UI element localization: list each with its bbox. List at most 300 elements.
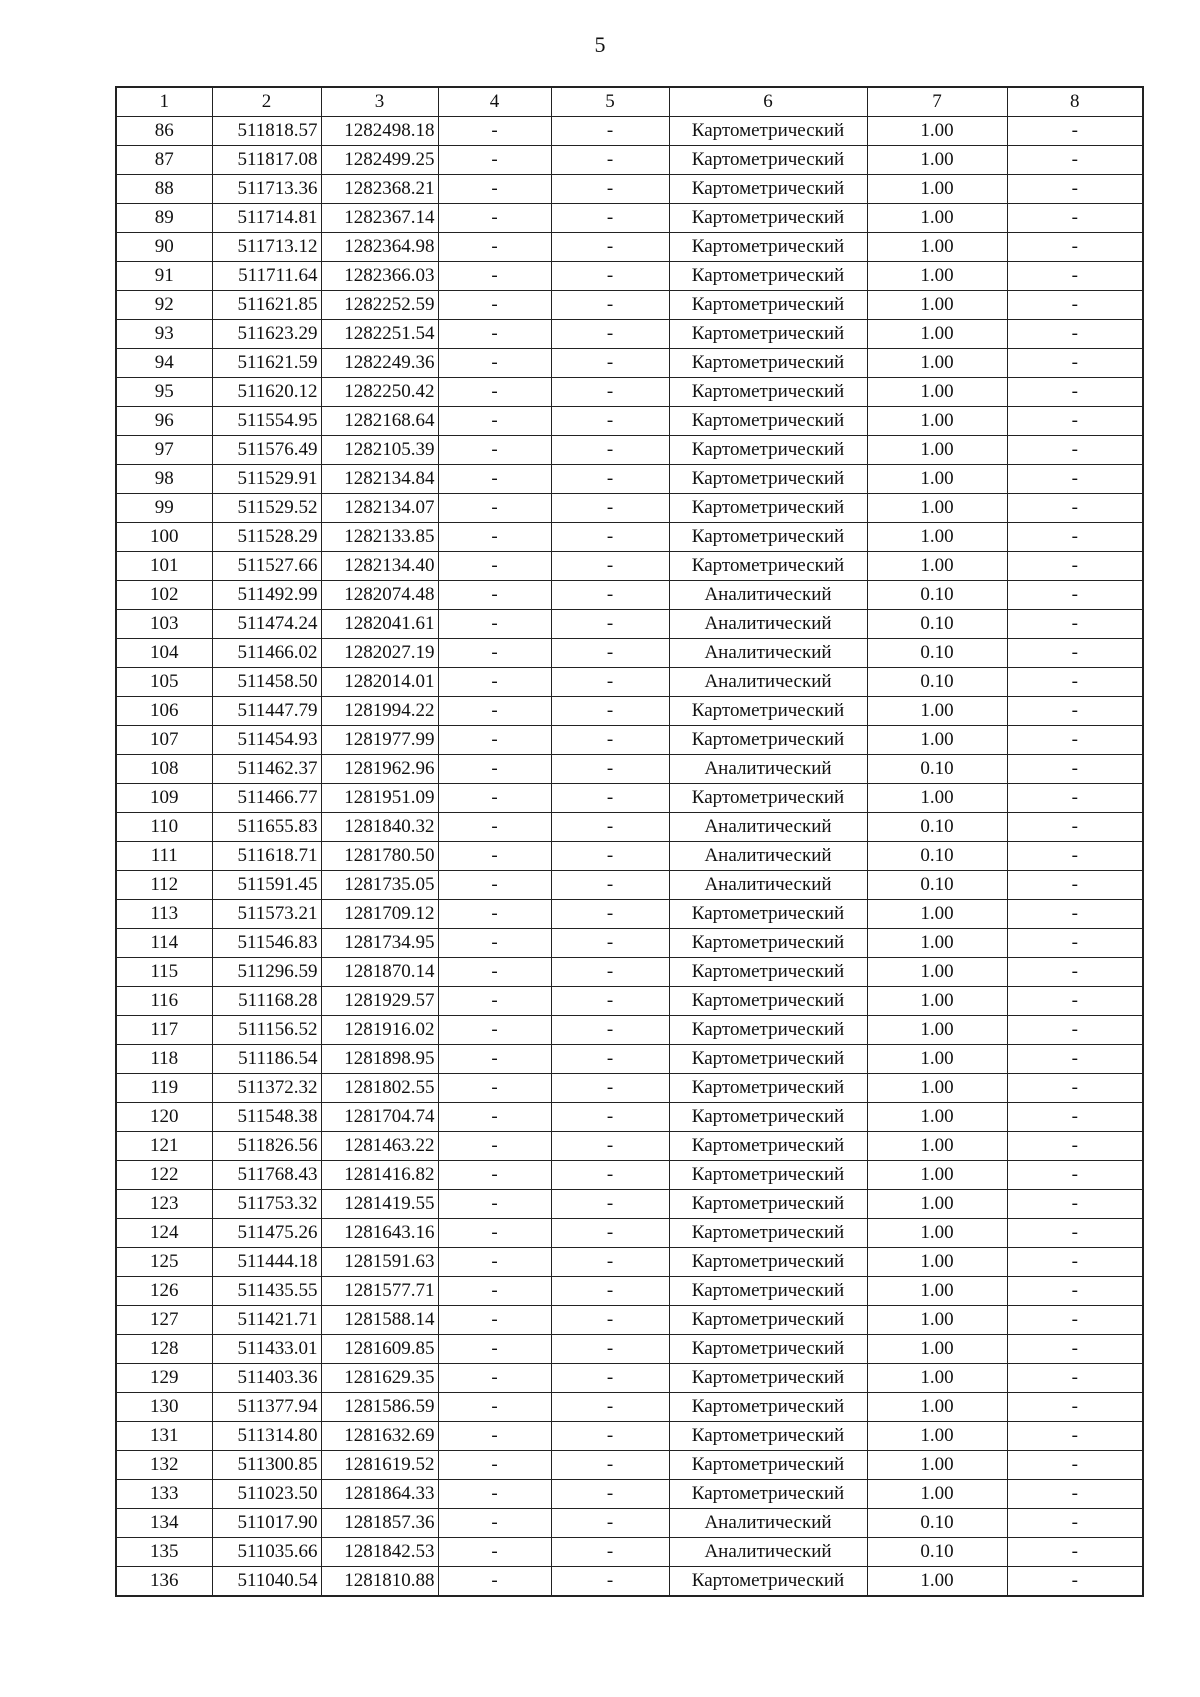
column-header-1: 1 [116,87,212,117]
column-8-cell: - [1007,1538,1143,1567]
column-5-cell: - [551,262,669,291]
column-4-cell: - [438,610,551,639]
table-row [116,1567,1143,1597]
column-8-cell: - [1007,842,1143,871]
method-cell: Картометрический [669,117,867,146]
column-4-cell: - [438,1335,551,1364]
y-coordinate-cell: 1282498.18 [321,117,438,146]
y-coordinate-cell: 1281419.55 [321,1190,438,1219]
point-number-cell: 132 [116,1451,212,1480]
table-header-row [116,87,1143,117]
table-row [116,1451,1143,1480]
method-cell: Картометрический [669,1422,867,1451]
column-5-cell: - [551,639,669,668]
column-4-cell: - [438,262,551,291]
point-number-cell: 110 [116,813,212,842]
y-coordinate-cell: 1282041.61 [321,610,438,639]
x-coordinate-cell: 511475.26 [212,1219,321,1248]
method-cell: Картометрический [669,465,867,494]
column-5-cell: - [551,929,669,958]
column-5-cell: - [551,610,669,639]
column-header-4: 4 [438,87,551,117]
y-coordinate-cell: 1282027.19 [321,639,438,668]
x-coordinate-cell: 511403.36 [212,1364,321,1393]
accuracy-cell: 0.10 [867,871,1007,900]
column-8-cell: - [1007,1364,1143,1393]
column-5-cell: - [551,697,669,726]
column-4-cell: - [438,349,551,378]
point-number-cell: 111 [116,842,212,871]
y-coordinate-cell: 1281632.69 [321,1422,438,1451]
y-coordinate-cell: 1282134.07 [321,494,438,523]
column-4-cell: - [438,581,551,610]
accuracy-cell: 0.10 [867,610,1007,639]
column-5-cell: - [551,320,669,349]
x-coordinate-cell: 511576.49 [212,436,321,465]
column-8-cell: - [1007,146,1143,175]
table-row [116,349,1143,378]
table-row [116,842,1143,871]
point-number-cell: 119 [116,1074,212,1103]
column-8-cell: - [1007,1219,1143,1248]
x-coordinate-cell: 511818.57 [212,117,321,146]
table-row [116,639,1143,668]
table-row [116,871,1143,900]
x-coordinate-cell: 511554.95 [212,407,321,436]
x-coordinate-cell: 511817.08 [212,146,321,175]
column-5-cell: - [551,378,669,407]
method-cell: Картометрический [669,233,867,262]
table-row [116,1277,1143,1306]
table-body [116,117,1143,1597]
x-coordinate-cell: 511591.45 [212,871,321,900]
column-4-cell: - [438,726,551,755]
accuracy-cell: 1.00 [867,1161,1007,1190]
table-row [116,581,1143,610]
point-number-cell: 117 [116,1016,212,1045]
x-coordinate-cell: 511444.18 [212,1248,321,1277]
point-number-cell: 91 [116,262,212,291]
column-8-cell: - [1007,755,1143,784]
point-number-cell: 128 [116,1335,212,1364]
point-number-cell: 129 [116,1364,212,1393]
y-coordinate-cell: 1281629.35 [321,1364,438,1393]
column-8-cell: - [1007,523,1143,552]
column-5-cell: - [551,117,669,146]
column-5-cell: - [551,1451,669,1480]
column-4-cell: - [438,871,551,900]
column-4-cell: - [438,958,551,987]
column-8-cell: - [1007,1045,1143,1074]
column-8-cell: - [1007,407,1143,436]
point-number-cell: 123 [116,1190,212,1219]
table-row [116,291,1143,320]
y-coordinate-cell: 1281870.14 [321,958,438,987]
y-coordinate-cell: 1281586.59 [321,1393,438,1422]
column-4-cell: - [438,494,551,523]
y-coordinate-cell: 1281709.12 [321,900,438,929]
method-cell: Картометрический [669,349,867,378]
accuracy-cell: 0.10 [867,1538,1007,1567]
column-4-cell: - [438,465,551,494]
column-4-cell: - [438,813,551,842]
column-8-cell: - [1007,1306,1143,1335]
table-row [116,1306,1143,1335]
column-8-cell: - [1007,871,1143,900]
column-8-cell: - [1007,1190,1143,1219]
y-coordinate-cell: 1282105.39 [321,436,438,465]
y-coordinate-cell: 1282368.21 [321,175,438,204]
x-coordinate-cell: 511474.24 [212,610,321,639]
method-cell: Картометрический [669,552,867,581]
column-8-cell: - [1007,784,1143,813]
table-row [116,465,1143,494]
column-4-cell: - [438,668,551,697]
table-row [116,1422,1143,1451]
method-cell: Картометрический [669,1335,867,1364]
point-number-cell: 109 [116,784,212,813]
column-5-cell: - [551,842,669,871]
accuracy-cell: 1.00 [867,1422,1007,1451]
y-coordinate-cell: 1282366.03 [321,262,438,291]
accuracy-cell: 1.00 [867,1190,1007,1219]
method-cell: Картометрический [669,1248,867,1277]
method-cell: Картометрический [669,1277,867,1306]
table-row [116,726,1143,755]
x-coordinate-cell: 511826.56 [212,1132,321,1161]
column-8-cell: - [1007,1480,1143,1509]
column-8-cell: - [1007,697,1143,726]
column-8-cell: - [1007,1422,1143,1451]
column-5-cell: - [551,668,669,697]
point-number-cell: 88 [116,175,212,204]
column-5-cell: - [551,233,669,262]
column-5-cell: - [551,1509,669,1538]
column-4-cell: - [438,175,551,204]
accuracy-cell: 1.00 [867,146,1007,175]
table-row [116,378,1143,407]
point-number-cell: 133 [116,1480,212,1509]
column-4-cell: - [438,1480,551,1509]
column-5-cell: - [551,726,669,755]
y-coordinate-cell: 1281577.71 [321,1277,438,1306]
accuracy-cell: 0.10 [867,581,1007,610]
point-number-cell: 107 [116,726,212,755]
column-5-cell: - [551,1335,669,1364]
table-row [116,610,1143,639]
column-5-cell: - [551,291,669,320]
method-cell: Картометрический [669,320,867,349]
table-row [116,146,1143,175]
table-row [116,407,1143,436]
column-8-cell: - [1007,958,1143,987]
table-row [116,320,1143,349]
point-number-cell: 131 [116,1422,212,1451]
column-4-cell: - [438,436,551,465]
column-5-cell: - [551,1103,669,1132]
x-coordinate-cell: 511621.85 [212,291,321,320]
point-number-cell: 94 [116,349,212,378]
y-coordinate-cell: 1281842.53 [321,1538,438,1567]
point-number-cell: 99 [116,494,212,523]
table-row [116,1364,1143,1393]
method-cell: Картометрический [669,1190,867,1219]
table-row [116,1248,1143,1277]
table-row [116,1219,1143,1248]
accuracy-cell: 1.00 [867,291,1007,320]
y-coordinate-cell: 1281780.50 [321,842,438,871]
method-cell: Картометрический [669,1364,867,1393]
column-5-cell: - [551,204,669,233]
y-coordinate-cell: 1282250.42 [321,378,438,407]
x-coordinate-cell: 511713.12 [212,233,321,262]
x-coordinate-cell: 511017.90 [212,1509,321,1538]
column-8-cell: - [1007,291,1143,320]
x-coordinate-cell: 511492.99 [212,581,321,610]
y-coordinate-cell: 1281704.74 [321,1103,438,1132]
accuracy-cell: 0.10 [867,668,1007,697]
column-8-cell: - [1007,900,1143,929]
method-cell: Картометрический [669,929,867,958]
point-number-cell: 97 [116,436,212,465]
column-8-cell: - [1007,1567,1143,1597]
table-row [116,929,1143,958]
y-coordinate-cell: 1282134.40 [321,552,438,581]
method-cell: Картометрический [669,1132,867,1161]
column-5-cell: - [551,1538,669,1567]
x-coordinate-cell: 511546.83 [212,929,321,958]
column-4-cell: - [438,1248,551,1277]
column-4-cell: - [438,1016,551,1045]
x-coordinate-cell: 511527.66 [212,552,321,581]
column-5-cell: - [551,1219,669,1248]
accuracy-cell: 0.10 [867,813,1007,842]
x-coordinate-cell: 511655.83 [212,813,321,842]
column-8-cell: - [1007,320,1143,349]
point-number-cell: 115 [116,958,212,987]
accuracy-cell: 1.00 [867,1364,1007,1393]
point-number-cell: 116 [116,987,212,1016]
point-number-cell: 95 [116,378,212,407]
column-4-cell: - [438,1393,551,1422]
column-4-cell: - [438,697,551,726]
table-row [116,1045,1143,1074]
accuracy-cell: 1.00 [867,175,1007,204]
column-5-cell: - [551,1161,669,1190]
accuracy-cell: 1.00 [867,1277,1007,1306]
column-8-cell: - [1007,639,1143,668]
y-coordinate-cell: 1281994.22 [321,697,438,726]
table-row [116,523,1143,552]
accuracy-cell: 1.00 [867,1103,1007,1132]
accuracy-cell: 1.00 [867,320,1007,349]
table-row [116,813,1143,842]
x-coordinate-cell: 511620.12 [212,378,321,407]
accuracy-cell: 0.10 [867,842,1007,871]
x-coordinate-cell: 511529.91 [212,465,321,494]
point-number-cell: 104 [116,639,212,668]
column-5-cell: - [551,987,669,1016]
method-cell: Картометрический [669,146,867,175]
column-header-8: 8 [1007,87,1143,117]
accuracy-cell: 1.00 [867,523,1007,552]
y-coordinate-cell: 1282133.85 [321,523,438,552]
column-header-7: 7 [867,87,1007,117]
accuracy-cell: 1.00 [867,494,1007,523]
column-8-cell: - [1007,581,1143,610]
x-coordinate-cell: 511618.71 [212,842,321,871]
x-coordinate-cell: 511040.54 [212,1567,321,1597]
method-cell: Картометрический [669,1393,867,1422]
column-8-cell: - [1007,929,1143,958]
x-coordinate-cell: 511300.85 [212,1451,321,1480]
column-5-cell: - [551,1364,669,1393]
column-5-cell: - [551,1567,669,1597]
x-coordinate-cell: 511447.79 [212,697,321,726]
accuracy-cell: 1.00 [867,378,1007,407]
table-row [116,668,1143,697]
method-cell: Картометрический [669,1306,867,1335]
column-5-cell: - [551,407,669,436]
x-coordinate-cell: 511377.94 [212,1393,321,1422]
point-number-cell: 89 [116,204,212,233]
column-4-cell: - [438,1103,551,1132]
point-number-cell: 112 [116,871,212,900]
column-8-cell: - [1007,436,1143,465]
column-5-cell: - [551,1045,669,1074]
point-number-cell: 122 [116,1161,212,1190]
column-8-cell: - [1007,233,1143,262]
method-cell: Картометрический [669,523,867,552]
point-number-cell: 87 [116,146,212,175]
method-cell: Картометрический [669,378,867,407]
column-5-cell: - [551,1480,669,1509]
y-coordinate-cell: 1282168.64 [321,407,438,436]
column-8-cell: - [1007,726,1143,755]
x-coordinate-cell: 511714.81 [212,204,321,233]
table-row [116,900,1143,929]
y-coordinate-cell: 1282499.25 [321,146,438,175]
column-8-cell: - [1007,552,1143,581]
x-coordinate-cell: 511466.77 [212,784,321,813]
column-header-5: 5 [551,87,669,117]
column-8-cell: - [1007,987,1143,1016]
method-cell: Картометрический [669,291,867,320]
column-4-cell: - [438,1277,551,1306]
column-8-cell: - [1007,1103,1143,1132]
accuracy-cell: 1.00 [867,929,1007,958]
method-cell: Картометрический [669,1161,867,1190]
method-cell: Картометрический [669,1103,867,1132]
x-coordinate-cell: 511466.02 [212,639,321,668]
point-number-cell: 135 [116,1538,212,1567]
accuracy-cell: 1.00 [867,262,1007,291]
column-5-cell: - [551,1422,669,1451]
method-cell: Аналитический [669,1538,867,1567]
accuracy-cell: 0.10 [867,755,1007,784]
column-5-cell: - [551,900,669,929]
accuracy-cell: 1.00 [867,1074,1007,1103]
method-cell: Картометрический [669,436,867,465]
column-5-cell: - [551,755,669,784]
column-4-cell: - [438,552,551,581]
column-8-cell: - [1007,1074,1143,1103]
column-4-cell: - [438,1364,551,1393]
x-coordinate-cell: 511156.52 [212,1016,321,1045]
y-coordinate-cell: 1281802.55 [321,1074,438,1103]
y-coordinate-cell: 1281929.57 [321,987,438,1016]
x-coordinate-cell: 511023.50 [212,1480,321,1509]
accuracy-cell: 1.00 [867,407,1007,436]
method-cell: Картометрический [669,204,867,233]
column-5-cell: - [551,494,669,523]
table-row [116,987,1143,1016]
x-coordinate-cell: 511711.64 [212,262,321,291]
accuracy-cell: 0.10 [867,1509,1007,1538]
accuracy-cell: 1.00 [867,1451,1007,1480]
column-4-cell: - [438,987,551,1016]
column-4-cell: - [438,1219,551,1248]
x-coordinate-cell: 511314.80 [212,1422,321,1451]
column-8-cell: - [1007,668,1143,697]
y-coordinate-cell: 1282367.14 [321,204,438,233]
table-row [116,1480,1143,1509]
x-coordinate-cell: 511621.59 [212,349,321,378]
x-coordinate-cell: 511435.55 [212,1277,321,1306]
accuracy-cell: 1.00 [867,349,1007,378]
method-cell: Картометрический [669,1567,867,1597]
x-coordinate-cell: 511168.28 [212,987,321,1016]
accuracy-cell: 1.00 [867,1480,1007,1509]
table-row [116,1161,1143,1190]
method-cell: Аналитический [669,1509,867,1538]
column-4-cell: - [438,900,551,929]
column-4-cell: - [438,1161,551,1190]
column-5-cell: - [551,1132,669,1161]
column-4-cell: - [438,1190,551,1219]
y-coordinate-cell: 1281977.99 [321,726,438,755]
method-cell: Аналитический [669,813,867,842]
column-5-cell: - [551,1248,669,1277]
column-4-cell: - [438,1567,551,1597]
method-cell: Аналитический [669,610,867,639]
accuracy-cell: 1.00 [867,900,1007,929]
accuracy-cell: 1.00 [867,204,1007,233]
column-5-cell: - [551,175,669,204]
x-coordinate-cell: 511623.29 [212,320,321,349]
table-row [116,1132,1143,1161]
point-number-cell: 108 [116,755,212,784]
accuracy-cell: 1.00 [867,117,1007,146]
table-row [116,755,1143,784]
column-5-cell: - [551,552,669,581]
column-4-cell: - [438,639,551,668]
column-5-cell: - [551,1016,669,1045]
column-8-cell: - [1007,1161,1143,1190]
column-8-cell: - [1007,117,1143,146]
column-8-cell: - [1007,204,1143,233]
column-4-cell: - [438,146,551,175]
method-cell: Аналитический [669,639,867,668]
column-8-cell: - [1007,1393,1143,1422]
y-coordinate-cell: 1282249.36 [321,349,438,378]
method-cell: Картометрический [669,784,867,813]
table-row [116,117,1143,146]
table-row [116,1190,1143,1219]
x-coordinate-cell: 511372.32 [212,1074,321,1103]
column-5-cell: - [551,465,669,494]
method-cell: Картометрический [669,697,867,726]
